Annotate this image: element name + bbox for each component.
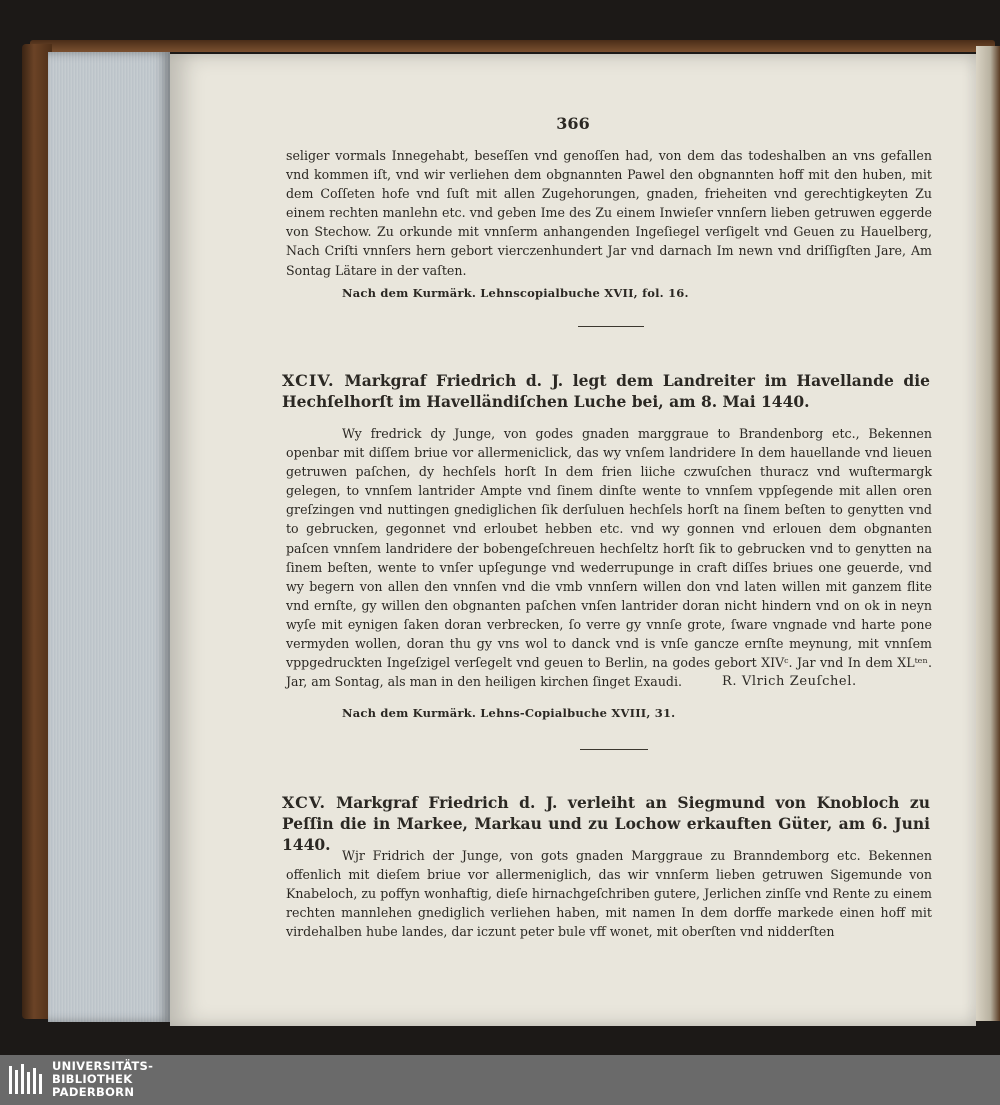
section-text-xciv: Wy fredrick dy Junge, von godes gnaden marggraue to Brandenborg etc., Bekennen openbar mit diſſem briue vor allermeniclick, das wy vnſem landridere In dem hauellande vnd lieuen getruwen paſchen, dy hechſels horſt In dem frien liiche czwuſchen thuracz vnd wuſtermargk gelegen, to vnnſem lantrider Ampte vnd ſinem dinſte wente to vnnſem vppſegende mit allen oren greſzingen vnd nuttingen gnediglichen ſik derſuluen hechſels horſt na ſinem beſten to genytten vnd to gebrucken, gegonnet vnd erloubet hebben etc. vnd wy gonnen vnd erlouen dem obgnanten paſcen vnnſem landridere der bobengeſchreuen hechſeltz horſt ſik to gebrucken vnd to genytten na ſinem beſten, wente to vnſer upſegunge vnd wederrupunge in craft diſſes briues one geuerde, vnd wy begern von allen den vnnſen vnd die vmb vnnſern willen don vnd laten willen mit ganzem flite vnd ernſte, gy willen den obgnanten paſchen vnſen lantrider doran nicht hindern vnd on ok in neyn wyſe mit eynigen ſaken doran verbrecken, ſo verre gy vnnſe grote, ſware vngnade vnd harte pone vermyden wollen, doran thu gy vns wol to danck vnd is vnſe gancze ernſte meynung, mit vnnſem vppgedruckten Ingeſzigel verſegelt vnd geuen to Berlin, na godes gebort XIVᶜ. Jar vnd In dem XLᵗᵉⁿ. Jar, am Sontag, als man in den heiligen kirchen ſinget Exaudi. — [286, 426, 932, 690]
signer-name: R. Vlrich Zeuſchel. — [722, 674, 857, 689]
library-logo-icon — [8, 1062, 44, 1098]
section-divider-1 — [578, 326, 644, 327]
book-cover-right — [976, 46, 1000, 1021]
library-name — [52, 1060, 153, 1099]
section-divider-2 — [580, 749, 648, 750]
library-name-line3: PADERBORN — [52, 1085, 135, 1099]
source-note-1: Nach dem Kurmärk. Lehnscopialbuche XVII, fol. 16. — [342, 286, 689, 300]
book-page — [170, 54, 976, 1026]
section-heading-xciv — [282, 370, 930, 412]
book-cover-top — [30, 40, 995, 52]
section-number-xcv: XCV. — [282, 793, 327, 812]
section-title-xcv: Markgraf Friedrich d. J. verleiht an Siegmund von Knobloch zu Peſſin die in Markee, Markau und zu Lochow erkauften Güter, am 6. Juni 1440. — [282, 793, 930, 854]
section-body-xcv — [286, 846, 932, 941]
continuation-paragraph — [286, 146, 932, 280]
library-name-line1: UNIVERSITÄTS- — [52, 1059, 154, 1073]
page-number: 366 — [556, 114, 590, 133]
section-number-xciv: XCIV. — [282, 371, 335, 390]
page-edges — [48, 52, 170, 1022]
library-footer — [0, 1055, 1000, 1105]
library-name-line2: BIBLIOTHEK — [52, 1072, 133, 1086]
section-title-xciv: Markgraf Friedrich d. J. legt dem Landreiter im Havellande die Hechſelhorſt im Havelländiſchen Luche bei, am 8. Mai 1440. — [282, 371, 930, 411]
source-note-2: Nach dem Kurmärk. Lehns-Copialbuche XVIII, 31. — [342, 706, 676, 720]
section-text-xcv: Wjr Fridrich der Junge, von gots gnaden Marggraue zu Branndemborg etc. Bekennen offenlich mit dieſem briue vor allermeniglich, das wir vnnſerm lieben getruwen Sigemunde von Knabeloch, zu poffyn wonhaftig, dieſe hirnachgeſchriben gutere, Jerlichen zinſſe vnd Rente zu einem rechten mannlehen gnediglich verliehen haben, mit namen In dem dorffe markede einen hoff mit virdehalben hube landes, dar iczunt peter bule vff wonet, mit oberſten vnd nidderſten — [286, 848, 932, 940]
continuation-text: seliger vormals Innegehabt, beseſſen vnd genoſſen had, von dem das todeshalben an vns gefallen vnd kommen iſt, vnd wir verliehen dem obgnannten Pawel den obgnannten hoff mit den huben, mit dem Coſſeten hofe vnd ſuſt mit allen Zugehorungen, gnaden, frieheiten vnd gerechtigkeyten Zu einem rechten manlehn etc. vnd geben Ime des Zu einem Inwieſer vnnſern lieben getruwen eggerde von Stechow. Zu orkunde mit vnnſerm anhangenden Ingeſiegel verſigelt vnd Geuen zu Hauelberg, Nach Criſti vnnſers hern gebort vierczenhundert Jar vnd darnach Im newn vnd driſſigſten Jare, Am Sontag Lätare in der vaſten. — [286, 148, 932, 278]
section-body-xciv — [286, 424, 932, 691]
